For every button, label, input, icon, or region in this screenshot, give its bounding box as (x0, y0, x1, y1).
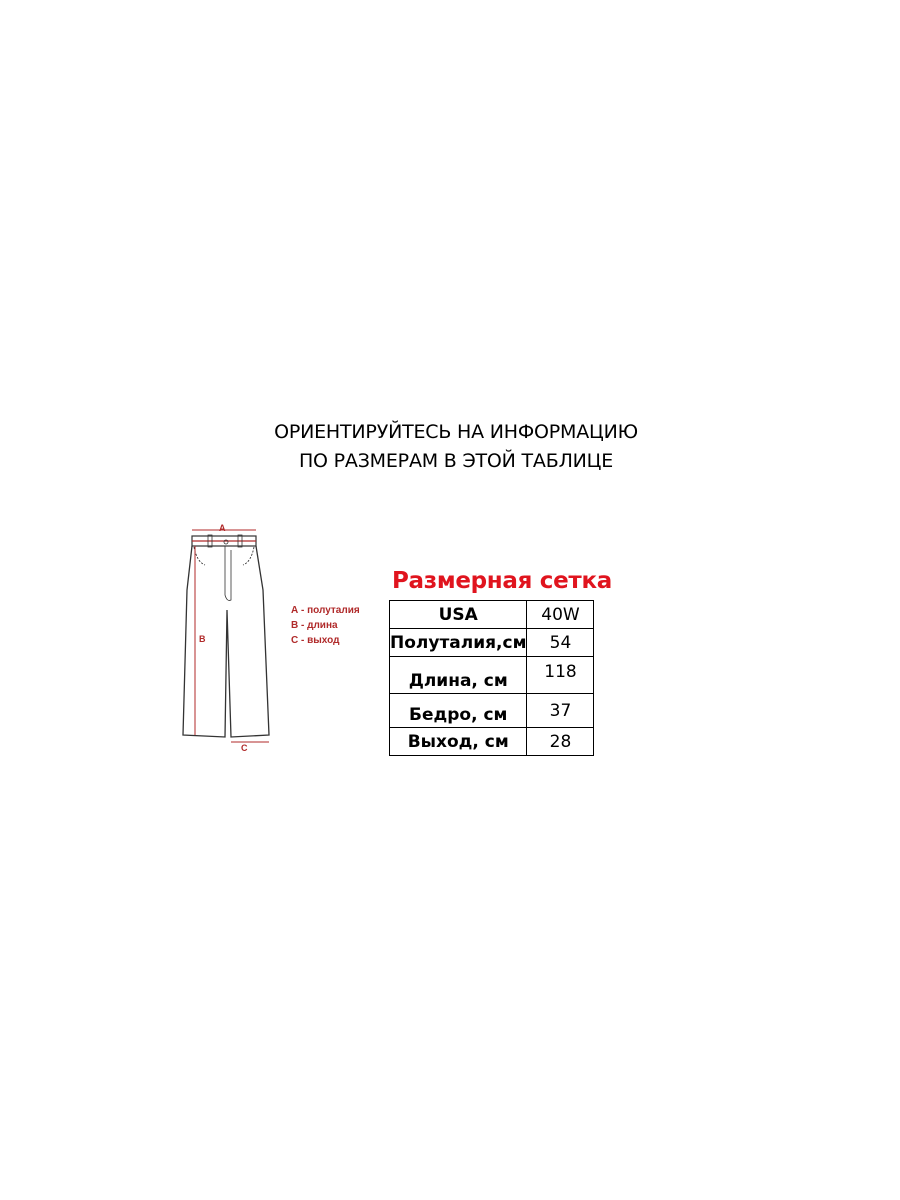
diagram-label-c: C (241, 743, 248, 753)
row-value: 118 (527, 657, 594, 694)
table-row (390, 629, 594, 657)
row-label: Длина, см (390, 657, 527, 694)
row-value: 54 (527, 629, 594, 657)
table-row (390, 657, 594, 694)
heading-line-1: ОРИЕНТИРУЙТЕСЬ НА ИНФОРМАЦИЮ (274, 421, 638, 443)
size-chart-title: Размерная сетка (392, 568, 612, 594)
legend-item-c: С - выход (291, 635, 340, 646)
row-value: 37 (527, 694, 594, 728)
heading-line-2: ПО РАЗМЕРАМ В ЭТОЙ ТАБЛИЦЕ (298, 450, 614, 472)
row-value: 40W (527, 601, 594, 629)
table-row (390, 728, 594, 756)
row-value: 28 (527, 728, 594, 756)
instruction-heading (0, 418, 900, 476)
pants-outline (183, 546, 269, 737)
table-row (390, 694, 594, 728)
row-label: USA (390, 601, 527, 629)
measurement-legend (291, 603, 360, 648)
row-label: Бедро, см (390, 694, 527, 728)
legend-item-b: В - длина (291, 620, 338, 631)
row-label: Полуталия,см (390, 629, 527, 657)
size-table (389, 600, 594, 756)
table-row (390, 601, 594, 629)
legend-item-a: А - полуталия (291, 605, 360, 616)
diagram-label-b: B (199, 634, 206, 644)
row-label: Выход, см (390, 728, 527, 756)
diagram-label-a: A (219, 523, 226, 533)
